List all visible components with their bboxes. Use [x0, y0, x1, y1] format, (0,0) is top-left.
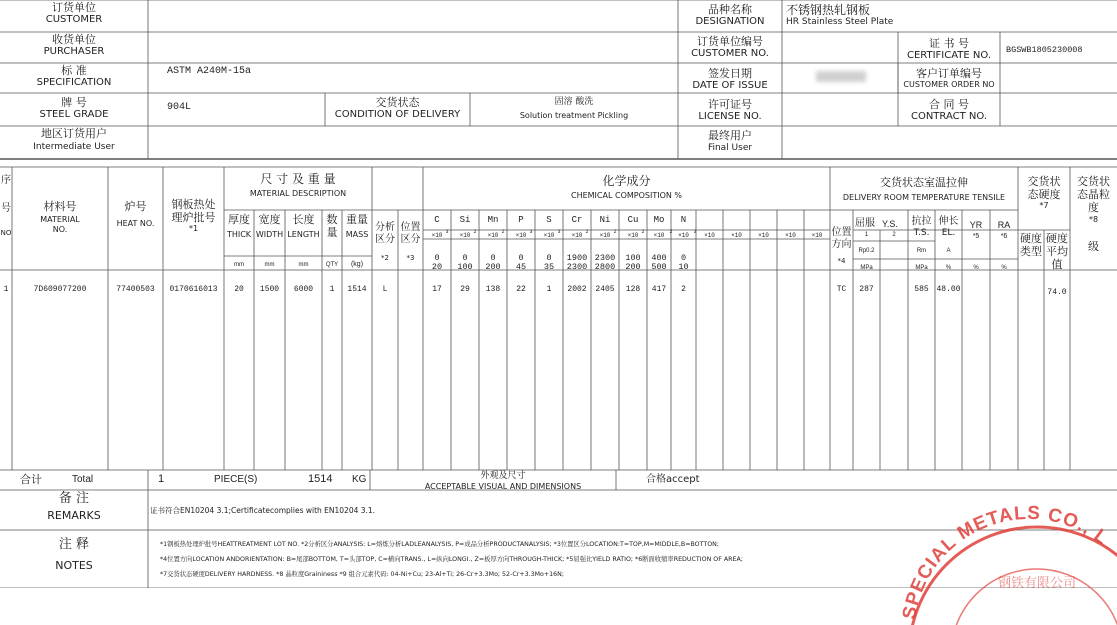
final-user-label — [678, 129, 782, 154]
chem-element-min: 0 — [546, 253, 552, 263]
hardness-type-line1: 硬度 — [1020, 232, 1042, 245]
contract-no-label — [898, 98, 1000, 123]
row-width: 1500 — [259, 285, 280, 294]
chemical-header — [423, 174, 830, 201]
row-chem-value: 29 — [460, 285, 470, 294]
yr-header — [962, 220, 990, 241]
row-material-no: 7D609077200 — [33, 285, 87, 294]
chem-element-symbol: Mo — [653, 215, 665, 225]
width-header-en: WIDTH — [255, 230, 284, 240]
notes-line-2: *4位置方向LOCATION ANDORIENTATION: B=尾部BOTTOM, T=头部TOP, C=横向TRANS., L=纵向LONGI., Z=板厚方向THROUGH-THICK; *5屈强比YIELD RATIO; *6断面收缩率REDUCTION OF AREA; — [160, 556, 743, 563]
chem-element-symbol: Ni — [599, 215, 611, 225]
row-heat-no: 77400503 — [116, 285, 155, 294]
row-chem-value: 2002 — [567, 285, 587, 294]
chem-element-exponent: 3 — [693, 229, 697, 235]
chem-element-min: 0 — [462, 253, 468, 263]
chem-element-multiplier: ×10 — [704, 232, 715, 239]
accept-label: 合格accept — [646, 474, 700, 485]
mass-header — [342, 213, 372, 240]
remarks-label-cn: 备 注 — [58, 491, 90, 506]
customer-order-no-label-en: CUSTOMER ORDER NO — [903, 80, 995, 90]
row-no-header-top: 序 — [1, 175, 11, 186]
hardness-header-line1: 交货状 — [1027, 175, 1061, 188]
yield-rp: Rp0.2 — [858, 248, 875, 254]
grain-header-line3: 度 — [1088, 201, 1099, 215]
customer-no-label-cn: 订货单位编号 — [697, 35, 763, 48]
chem-element-max: 2800 — [594, 262, 616, 272]
license-no-label-cn: 许可证号 — [708, 98, 752, 111]
remarks-text: 证书符合EN10204 3.1;Certificatecomplies with EN10204 3.1. — [150, 506, 376, 515]
notes-line-1: *1钢板热处理炉批号HEATTREATMENT LOT NO. *2分析区分ANALYSIS: L=熔炼分析LADLEANALYSIS, P=成品分析PRODUCTANALYSIS; *3位置区分LOCATION:T=TOP,M=MIDDLE,B=BOTTON; — [160, 541, 720, 548]
condition-value — [470, 97, 678, 120]
mass-unit: (kg) — [350, 261, 364, 268]
hardness-avg-line2: 平均 — [1046, 245, 1068, 259]
table-row — [0, 285, 1117, 297]
batch-header — [163, 198, 224, 234]
row-chem-value: 17 — [432, 285, 442, 294]
qty-header-line2: 量 — [326, 226, 338, 240]
designation-value-cn: 不锈钢热轧钢板 — [786, 3, 871, 17]
batch-header-line1: 钢板热处 — [171, 198, 216, 211]
chem-element-symbol: P — [518, 215, 524, 225]
ts-header-cn: 抗拉 — [911, 216, 932, 227]
qty-header-line1: 数 — [326, 213, 338, 226]
visual-check-cn: 外观及尺寸 — [480, 471, 526, 481]
grain-grade: 级 — [1088, 240, 1099, 253]
chem-element-max: 45 — [515, 262, 527, 272]
ts-unit: MPa — [915, 265, 928, 271]
ra-unit: % — [1001, 265, 1007, 271]
remarks-label-en: REMARKS — [47, 508, 101, 522]
total-kg: KG — [352, 474, 367, 485]
row-direction: TC — [836, 285, 847, 294]
remarks-label — [0, 491, 148, 522]
customer-no-label-en: CUSTOMER NO. — [691, 48, 769, 60]
total-count: 1 — [158, 473, 165, 485]
direction-header-line2: 方向 — [831, 239, 852, 250]
yield-sub-1: 1 — [864, 232, 869, 238]
material-no-header-en1: MATERIAL — [40, 215, 80, 225]
steel-grade-label-cn: 牌 号 — [61, 96, 87, 109]
row-chem-value: 2 — [681, 285, 686, 294]
date-of-issue-label — [678, 67, 782, 92]
el-header — [935, 216, 962, 239]
condition-label-en: CONDITION OF DELIVERY — [334, 109, 461, 121]
contract-no-label-cn: 合 同 号 — [929, 98, 969, 111]
intermediate-user-label-cn: 地区订货用户 — [41, 127, 107, 140]
location-header-line2: 区分 — [400, 234, 421, 245]
yr-unit: % — [973, 265, 979, 271]
row-qty: 1 — [329, 285, 335, 294]
intermediate-user-label-en: Intermediate User — [33, 142, 115, 153]
condition-value-cn: 固溶 酸洗 — [554, 97, 594, 107]
notes-line-3: *7交货状态硬度DELIVERY HARDNESS. *8 晶粒度Graininess *9 组合元素代码: 04-Ni+Cu; 23-Al+Ti; 26-Cr+3.3Mo; 52-Cr+3.3Mo+16N; — [160, 571, 565, 578]
chem-element-multiplier: ×10 — [785, 232, 796, 239]
condition-label — [325, 96, 470, 121]
thick-header-en: THICK — [226, 230, 252, 240]
grain-header-line2: 态晶粒 — [1077, 188, 1110, 202]
condition-label-cn: 交货状态 — [375, 96, 420, 109]
row-chem-value: 1 — [546, 285, 552, 294]
chem-element-multiplier: ×10 — [459, 232, 471, 239]
row-chem-value: 417 — [651, 285, 667, 294]
thick-header-cn: 厚度 — [228, 213, 250, 226]
chem-element-multiplier: ×10 — [543, 232, 555, 239]
hardness-header — [1018, 175, 1070, 211]
analysis-header-line1: 分析 — [375, 222, 395, 233]
date-of-issue-label-en: DATE OF ISSUE — [692, 80, 768, 92]
chem-element-min: 1900 — [566, 253, 588, 263]
license-no-label — [678, 98, 782, 123]
width-header — [254, 213, 285, 240]
notes-label-en: NOTES — [55, 558, 93, 572]
row-length: 6000 — [293, 285, 314, 294]
ra-header-note: *6 — [1000, 232, 1008, 240]
final-user-label-en: Final User — [707, 143, 753, 154]
hardness-type-line2: 类型 — [1020, 245, 1042, 259]
tensile-header — [830, 176, 1018, 203]
row-thick: 20 — [234, 285, 244, 294]
ra-header-en: RA — [997, 220, 1011, 230]
chem-element-symbol: S — [546, 215, 552, 225]
specification-label-en: SPECIFICATION — [36, 77, 112, 89]
specification-label — [0, 64, 148, 89]
ra-header — [990, 220, 1018, 241]
total-label-en: Total — [72, 474, 94, 485]
steel-grade-label-en: STEEL GRADE — [39, 109, 109, 121]
location-header-line1: 位置 — [400, 222, 421, 233]
direction-header — [830, 227, 853, 265]
el-unit: % — [945, 265, 952, 271]
condition-value-en: Solution treatment Pickling — [519, 110, 629, 120]
chem-element-max: 20 — [431, 262, 443, 272]
chem-element-multiplier: ×10 — [811, 232, 823, 239]
yr-header-en: YR — [969, 220, 983, 230]
certificate-no-label-en: CERTIFICATE NO. — [906, 50, 992, 62]
customer-order-no-label-cn: 客户订单编号 — [916, 67, 982, 80]
material-no-header — [12, 200, 108, 234]
chem-element-multiplier: ×10 — [758, 232, 769, 239]
chem-element-exponent: 3 — [529, 229, 533, 235]
grain-header-line1: 交货状 — [1077, 175, 1110, 188]
row-ys: 287 — [859, 285, 874, 294]
chem-element-exponent: 2 — [585, 229, 589, 235]
chem-element-min: 0 — [518, 253, 524, 263]
width-unit: mm — [264, 262, 275, 268]
row-hardness-avg: 74.0 — [1047, 288, 1067, 297]
purchaser-label — [0, 33, 148, 58]
direction-header-note: *4 — [837, 257, 846, 265]
purchaser-label-en: PURCHASER — [43, 46, 105, 58]
chem-element-max: 500 — [651, 262, 667, 272]
chem-element-symbol: Si — [459, 215, 471, 225]
certificate-no-label-cn: 证 书 号 — [929, 37, 969, 50]
row-no-header-bottom: NO — [0, 229, 12, 237]
heat-no-header-cn: 炉号 — [124, 200, 147, 213]
chem-element-min: 400 — [651, 253, 667, 263]
yield-sub-2: 2 — [892, 232, 896, 238]
row-no-header-mid: 号 — [1, 203, 11, 214]
location-header — [398, 222, 423, 262]
chem-element-multiplier: ×10 — [678, 232, 689, 239]
width-header-cn: 宽度 — [258, 213, 281, 226]
customer-order-no-label — [898, 67, 1000, 90]
analysis-header-note: *2 — [381, 254, 389, 262]
grain-header — [1070, 175, 1117, 224]
chem-element-exponent: 2 — [501, 229, 505, 235]
hardness-type — [1018, 232, 1044, 258]
chem-element-symbol: Cr — [571, 215, 583, 225]
chem-element-max: 100 — [457, 262, 473, 272]
chem-element-symbol: Mn — [487, 215, 499, 225]
direction-header-line1: 位置 — [831, 227, 852, 238]
date-of-issue-label-cn: 签发日期 — [708, 67, 752, 80]
hardness-avg-line3: 值 — [1051, 258, 1063, 272]
chem-element-multiplier: ×10 — [571, 232, 583, 239]
material-no-header-en2: NO. — [52, 224, 68, 234]
mass-header-cn: 重量 — [346, 213, 368, 226]
total-pieces: PIECE(S) — [214, 474, 258, 485]
visual-check-en: ACCEPTABLE VISUAL AND DIMENSIONS — [424, 481, 582, 491]
el-sub: A — [946, 248, 951, 254]
material-description-header — [224, 172, 372, 199]
chem-element-max: 10 — [678, 262, 689, 272]
ts-sub: Rm — [916, 248, 927, 254]
specification-value: ASTM A240M-15a — [167, 66, 252, 77]
chem-element-max: 35 — [543, 262, 555, 272]
row-no-header — [0, 175, 12, 237]
location-header-note: *3 — [406, 254, 415, 262]
heat-no-header — [108, 200, 163, 229]
chem-element-multiplier: ×10 — [627, 232, 639, 239]
length-header-en: LENGTH — [287, 230, 320, 240]
el-header-cn: 伸长 — [938, 216, 959, 227]
customer-label-en: CUSTOMER — [45, 14, 103, 26]
intermediate-user-label — [0, 127, 148, 153]
yield-header-ys: Y.S. — [882, 219, 898, 229]
notes-label-cn: 注 释 — [58, 537, 90, 552]
material-description-header-cn: 尺 寸 及 重 量 — [260, 172, 336, 186]
chem-element-min: 0 — [434, 253, 440, 263]
analysis-header — [372, 222, 398, 262]
batch-header-line2: 理炉批号 — [171, 211, 216, 225]
customer-label — [0, 1, 148, 26]
row-no: 1 — [3, 285, 9, 294]
chem-element-exponent: 3 — [445, 229, 449, 235]
chem-element-min: 0 — [490, 253, 496, 263]
chem-element-exponent: 2 — [641, 229, 645, 235]
row-chem-value: 2405 — [595, 285, 615, 294]
hardness-avg — [1044, 232, 1070, 272]
yield-unit: MPa — [860, 265, 873, 271]
chem-element-multiplier: ×10 — [431, 232, 443, 239]
yr-header-note: *5 — [972, 232, 980, 240]
specification-label-cn: 标 准 — [61, 64, 87, 77]
final-user-label-cn: 最终用户 — [708, 129, 752, 142]
hardness-header-note: *7 — [1039, 201, 1049, 211]
designation-label — [678, 3, 782, 28]
chem-element-multiplier: ×10 — [487, 232, 499, 239]
chem-element-multiplier: ×10 — [599, 232, 611, 239]
row-chem-value: 22 — [516, 285, 526, 294]
contract-no-label-en: CONTRACT NO. — [910, 111, 988, 123]
row-chem-value: 138 — [485, 285, 501, 294]
designation-label-cn: 品种名称 — [708, 3, 752, 16]
company-seal — [897, 505, 1117, 625]
row-batch: 0170616013 — [169, 285, 218, 294]
ts-header — [908, 216, 935, 239]
hardness-avg-line1: 硬度 — [1046, 232, 1068, 245]
chemical-header-cn: 化学成分 — [602, 174, 651, 188]
heat-no-header-en: HEAT NO. — [116, 219, 155, 229]
chem-element-min: 100 — [625, 253, 641, 263]
row-chem-value: 128 — [625, 285, 641, 294]
length-header-cn: 长度 — [292, 213, 315, 226]
customer-no-label — [678, 35, 782, 60]
tensile-header-en: DELIVERY ROOM TEMPERATURE TENSILE — [842, 193, 1006, 203]
length-header — [285, 213, 322, 240]
steel-grade-label — [0, 96, 148, 121]
thick-header — [224, 213, 254, 240]
row-analysis: L — [382, 285, 388, 294]
yield-header-cn: 屈服 — [855, 218, 875, 229]
purchaser-label-cn: 收货单位 — [52, 33, 96, 46]
visual-check — [390, 471, 616, 491]
hardness-header-line2: 态硬度 — [1027, 188, 1061, 202]
analysis-header-line2: 区分 — [375, 234, 395, 245]
row-mass: 1514 — [347, 285, 367, 294]
material-no-header-cn: 材料号 — [43, 200, 77, 213]
chem-element-multiplier: ×10 — [653, 232, 665, 239]
thick-unit: mm — [234, 262, 244, 268]
chem-element-exponent: 2 — [473, 229, 477, 235]
ts-header-en: T.S. — [913, 228, 930, 238]
chem-element-max: 2300 — [566, 262, 588, 272]
batch-header-note: *1 — [188, 224, 199, 234]
chem-element-symbol: N — [680, 215, 687, 225]
material-description-header-en: MATERIAL DESCRIPTION — [249, 189, 347, 199]
chem-element-symbol: Cu — [627, 215, 639, 225]
grain-header-note: *8 — [1088, 214, 1099, 224]
chem-element-exponent: 2 — [669, 229, 673, 235]
certificate-no-label — [898, 37, 1000, 62]
chem-element-multiplier: ×10 — [731, 232, 742, 239]
chem-element-exponent: 2 — [613, 229, 617, 235]
total-label-cn: 合计 — [20, 473, 42, 486]
row-el: 48.00 — [936, 285, 961, 294]
designation-value-en: HR Stainless Steel Plate — [786, 17, 894, 28]
tensile-header-cn: 交货状态室温拉伸 — [880, 176, 968, 189]
row-ts: 585 — [914, 285, 929, 294]
certificate-no-value: BGSWB1805230008 — [1006, 45, 1083, 55]
license-no-label-en: LICENSE NO. — [698, 111, 762, 123]
mass-header-en: MASS — [345, 230, 369, 240]
designation-label-en: DESIGNATION — [695, 16, 765, 28]
chem-element-max: 200 — [625, 262, 641, 272]
redacted-date — [816, 71, 866, 82]
qty-header — [322, 213, 342, 239]
chem-element-min: 2300 — [594, 253, 616, 263]
chem-element-max: 200 — [485, 262, 501, 272]
chem-element-multiplier: ×10 — [515, 232, 527, 239]
el-header-en: EL. — [941, 228, 956, 238]
qty-unit: QTY — [325, 262, 339, 268]
designation-value — [786, 3, 893, 28]
chem-element-min: 0 — [680, 253, 687, 263]
steel-grade-value: 904L — [167, 102, 192, 113]
chem-element-symbol: C — [434, 215, 440, 225]
length-unit: mm — [298, 262, 309, 268]
notes-label — [0, 537, 148, 572]
customer-label-cn: 订货单位 — [52, 1, 96, 14]
total-weight: 1514 — [308, 473, 333, 485]
seal-cn: 钢铁有限公司 — [997, 576, 1077, 591]
seal-text: SPECIAL METALS CO., L — [899, 505, 1113, 621]
chemical-header-en: CHEMICAL COMPOSITION % — [571, 191, 682, 201]
chem-element-exponent: 3 — [557, 229, 561, 235]
